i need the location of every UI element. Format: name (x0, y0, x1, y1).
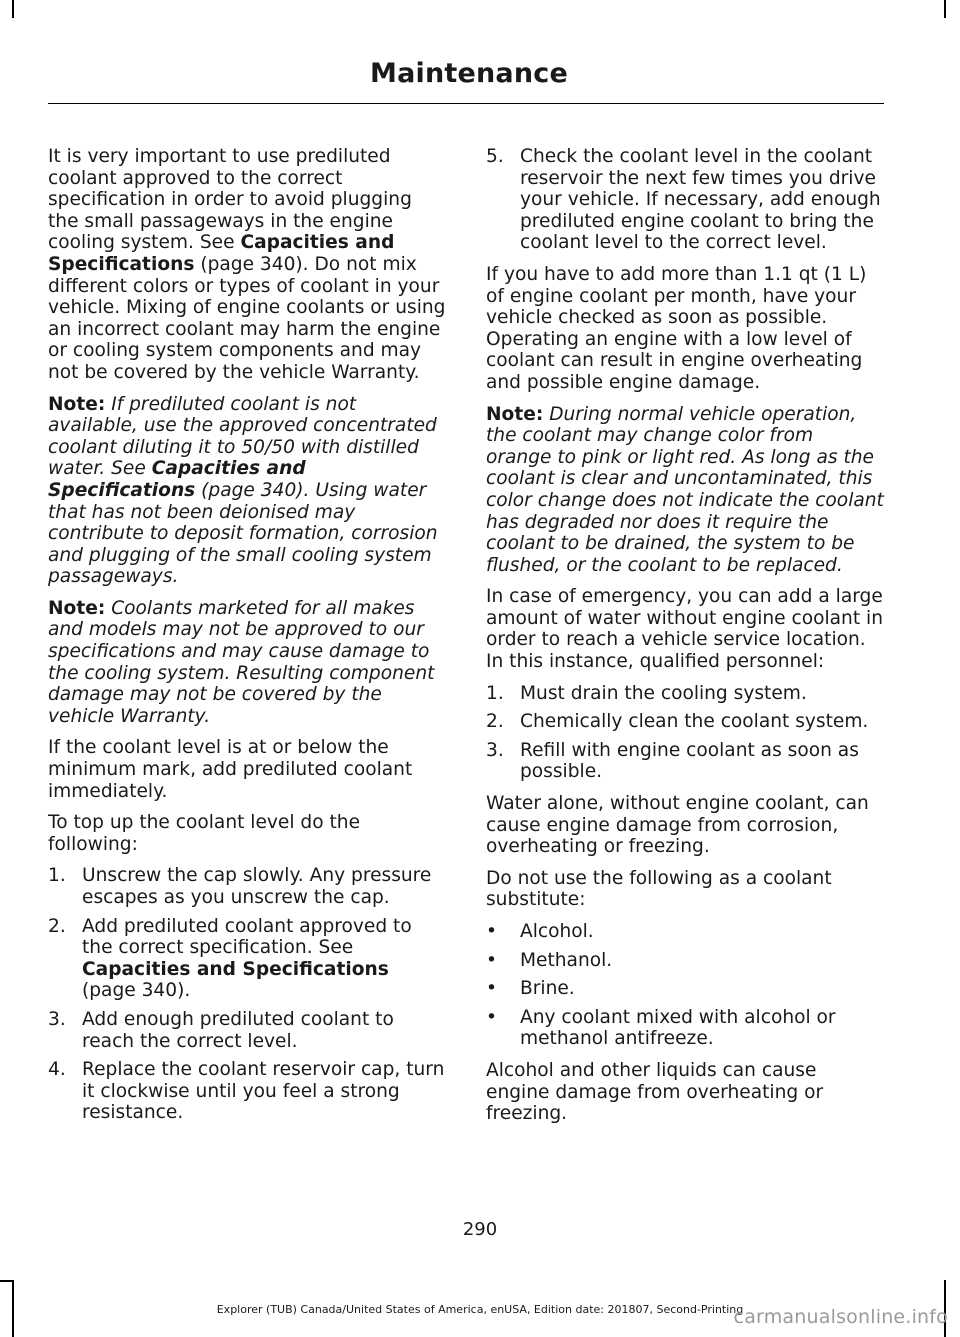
paragraph-water-alone: Water alone, without engine coolant, can cause engine damage from corrosion, overheating or freezing. (486, 793, 869, 858)
note-label: Note: (48, 393, 106, 415)
link-capacities-specifications[interactable]: Capacities and Specifications (82, 958, 389, 980)
list-item: • Alcohol. (486, 921, 594, 942)
list-item: 2. Chemically clean the coolant system. (486, 711, 869, 733)
note-coolants-marketed: Note: Coolants marketed for all makes and models may not be approved to our specifications and may cause damage to the cooling system. Resulting component damage may not be covered by the vehicle Warranty. (48, 597, 435, 727)
list-item: 3. Add enough prediluted coolant to reach the correct level. (48, 1008, 394, 1052)
list-item: • Brine. (486, 978, 575, 1000)
note-concentrated-coolant: Note: If prediluted coolant is not available, use the approved concentrated coolant diluting it to 50/50 with distilled water. See Capacities and Specifications (page 340). Using water that has not been deionised may contribute to deposit formation, corrosion and plugging of the small cooling system passageways. (48, 393, 438, 588)
link-capacities-specifications[interactable]: Capacities and Specifications (48, 232, 395, 275)
note-color-change: Note: During normal vehicle operation, the coolant may change color from orange to pink or light red. As long as the coolant is clear and uncontaminated, this color change does not indicate the coolant has degraded nor does it require the coolant to be drained, the system to be flushed, or the coolant to be replaced. (486, 403, 884, 576)
link-capacities-specifications[interactable]: Capacities and Specifications (48, 458, 306, 501)
page-number: 290 (462, 1219, 498, 1240)
left-column (48, 146, 446, 1134)
list-item: 5. Check the coolant level in the coolant reservoir the next few times you drive your vehicle. If necessary, add enough prediluted engine coolant to bring the coolant level to the correct level. (486, 146, 881, 254)
list-item: • Methanol. (486, 949, 613, 971)
paragraph-emergency: In case of emergency, you can add a large amount of water without engine coolant in order to reach a vehicle service location. In this instance, qualified personnel: (486, 586, 883, 673)
edition-footer: Explorer (TUB) Canada/United States of America, enUSA, Edition date: 201807, Second-Printing (216, 1303, 744, 1316)
list-item: 1. Must drain the cooling system. (486, 682, 807, 704)
paragraph-minimum-mark: If the coolant level is at or below the minimum mark, add prediluted coolant immediately. (48, 737, 413, 802)
note-label: Note: (486, 403, 544, 425)
paragraph-add-more-than: If you have to add more than 1.1 qt (1 L) of engine coolant per month, have your vehicle checked as soon as possible. Operating an engine with a low level of coolant can result in engine overheating and possible engine damage. (486, 263, 867, 393)
list-item: 1. Unscrew the cap slowly. Any pressure escapes as you unscrew the cap. (48, 865, 432, 908)
watermark: carmanualsonline.info (733, 1306, 948, 1328)
personnel-steps-list (486, 683, 884, 783)
crop-mark-top-left (12, 0, 14, 18)
paragraph-top-up-intro: To top up the coolant level do the following: (48, 812, 361, 855)
list-item: 3. Refill with engine coolant as soon as possible. (486, 739, 859, 783)
top-up-steps-list (48, 865, 446, 1124)
crop-mark-bottom-left-h (0, 1280, 14, 1282)
list-item: 2. Add prediluted coolant approved to the correct specification. See Capacities and Specifications (page 340). (48, 915, 412, 1002)
crop-mark-top-right (944, 0, 946, 18)
substitute-bullet-list (486, 921, 884, 1050)
note-label: Note: (48, 597, 106, 619)
list-item: • Any coolant mixed with alcohol or methanol antifreeze. (486, 1006, 836, 1050)
list-item: 4. Replace the coolant reservoir cap, turn it clockwise until you feel a strong resistance. (48, 1059, 445, 1124)
page-title: Maintenance (370, 58, 568, 89)
paragraph-alcohol-liquids: Alcohol and other liquids can cause engine damage from overheating or freezing. (486, 1059, 824, 1125)
right-column (486, 146, 884, 1135)
header-rule (48, 103, 884, 104)
paragraph-do-not-use: Do not use the following as a coolant substitute: (486, 867, 832, 911)
top-up-steps-continued (486, 146, 884, 254)
paragraph-prediluted-coolant: It is very important to use prediluted coolant approved to the correct specification in order to avoid plugging the small passageways in the engine cooling system. See Capacities and Specifications (page 340). Do not mix different colors or types of coolant in your vehicle. Mixing of engine coolants or using an incorrect coolant may harm the engine or cooling system components and may not be covered by the vehicle Warranty. (48, 146, 446, 383)
